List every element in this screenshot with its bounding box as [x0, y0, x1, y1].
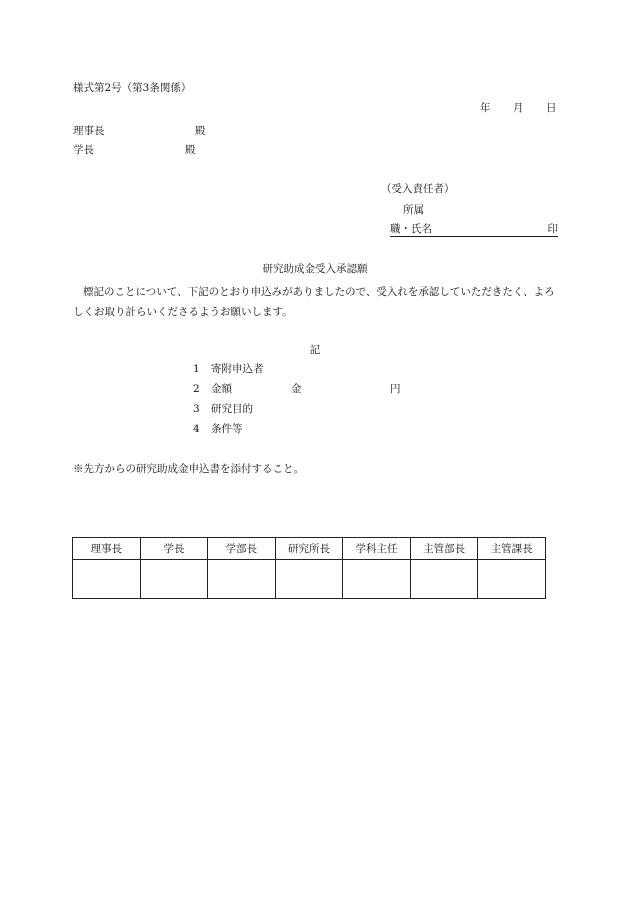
- seal-label: 印: [547, 223, 558, 235]
- addressee-honorific: 殿: [185, 144, 196, 156]
- approval-header-cell: 学科主任: [343, 538, 411, 560]
- affiliation-label: 所属: [403, 204, 424, 216]
- approval-seal-cell: [478, 560, 546, 599]
- name-label: 職・氏名: [390, 223, 432, 235]
- date-day: 日: [546, 102, 557, 114]
- approval-seal-cell: [140, 560, 208, 599]
- item-label: 研究目的: [211, 403, 253, 415]
- approval-seal-cell: [410, 560, 478, 599]
- approval-seal-cell: [73, 560, 141, 599]
- item-number: 4: [193, 423, 200, 435]
- addressee-chairman: [73, 124, 206, 138]
- addressee-honorific: 殿: [195, 125, 206, 137]
- date-line: [480, 101, 557, 115]
- approval-table: [72, 537, 546, 599]
- list-item: [193, 402, 253, 416]
- list-item: [193, 362, 264, 376]
- body-text: 標記のことについて、下記のとおり申込みがありましたので、受入れを承認していただきたく、よろしくお取り計らいくださるようお願いします。: [73, 286, 555, 318]
- addressee-president: [73, 143, 196, 157]
- amount-gold-prefix: 金: [291, 383, 302, 395]
- approval-header-cell: 主管部長: [410, 538, 478, 560]
- list-item: [193, 422, 243, 436]
- approval-header-cell: 研究所長: [275, 538, 343, 560]
- item-number: 2: [193, 383, 200, 395]
- list-item: [193, 382, 401, 396]
- approval-seal-cell: [275, 560, 343, 599]
- item-label: 金額: [211, 383, 232, 395]
- approval-header-cell: 主管課長: [478, 538, 546, 560]
- document-title: 研究助成金受入承認願: [262, 263, 368, 275]
- recipient-heading: （受入責任者）: [381, 183, 455, 195]
- form-number: 様式第2号（第3条関係）: [73, 82, 192, 94]
- approval-header-cell: 学長: [140, 538, 208, 560]
- approval-seal-row: [73, 560, 546, 599]
- approval-seal-cell: [343, 560, 411, 599]
- amount-yen-suffix: 円: [390, 383, 401, 395]
- item-number: 1: [193, 363, 200, 375]
- date-month: 月: [513, 102, 524, 114]
- attachment-note: ※先方からの研究助成金申込書を添付すること。: [73, 463, 304, 475]
- date-year: 年: [480, 102, 491, 114]
- approval-seal-cell: [208, 560, 276, 599]
- record-label: 記: [309, 344, 321, 356]
- addressee-title: 学長: [73, 144, 94, 156]
- approval-header-cell: 学部長: [208, 538, 276, 560]
- name-field: [390, 222, 558, 237]
- item-number: 3: [193, 403, 200, 415]
- approval-header-cell: 理事長: [73, 538, 141, 560]
- approval-header-row: [73, 538, 546, 560]
- item-label: 寄附申込者: [211, 363, 264, 375]
- addressee-title: 理事長: [73, 125, 105, 137]
- item-label: 条件等: [211, 423, 243, 435]
